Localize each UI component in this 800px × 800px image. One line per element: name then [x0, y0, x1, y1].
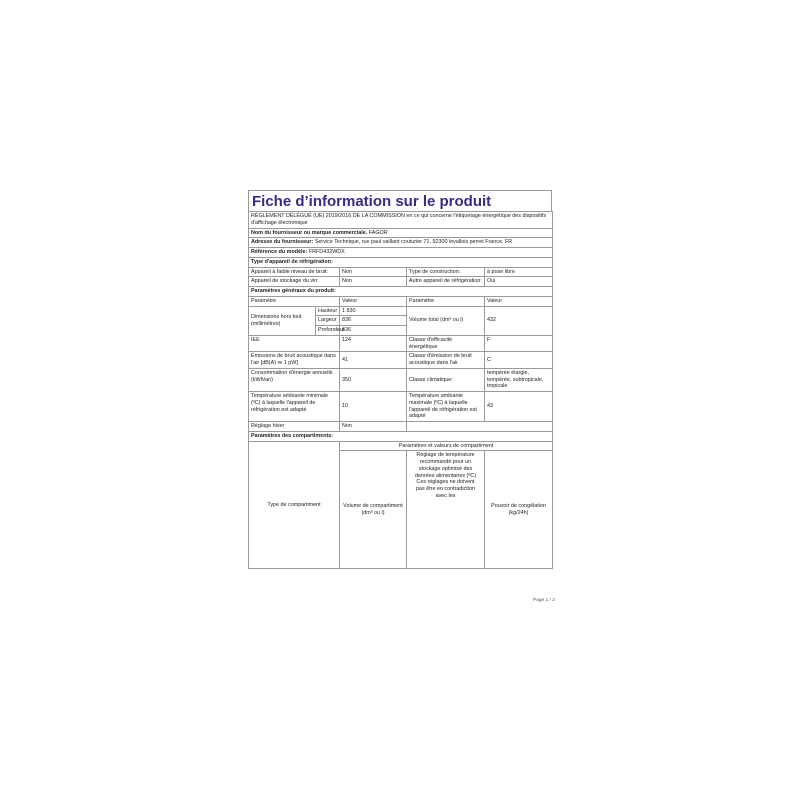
height-label: Hauteur [316, 306, 340, 316]
width-label: Largeur [316, 316, 340, 326]
freezing-capacity-header: Pouvoir de congélation (kg/24h) [485, 451, 553, 569]
width-value: 836 [340, 316, 407, 326]
supplier-name-row [249, 228, 553, 238]
depth-value: 636 [340, 326, 407, 336]
value-column-header: Valeur [340, 296, 407, 306]
model-reference-label: Référence du modèle: [251, 249, 308, 255]
eei-value: 124 [340, 335, 407, 352]
other-appliance-value: Oui [485, 277, 553, 287]
value-column-header-2: Valeur [485, 296, 553, 306]
param-column-header-2: Paramètre [407, 296, 485, 306]
climate-class-label: Classe climatique: [407, 368, 485, 391]
general-params-header: Paramètres généraux du produit: [249, 287, 553, 297]
supplier-address-row [249, 238, 553, 248]
compartment-type-header: Type de compartiment [249, 441, 340, 569]
compartment-volume-header: Volume de compartiment (dm³ ou l) [340, 451, 407, 569]
compartment-values-header: Paramètres et valeurs de compartiment [340, 441, 553, 451]
noise-class-value: C [485, 352, 553, 369]
supplier-name-label: Nom du fournisseur ou marque commerciale. [251, 229, 368, 236]
low-noise-value: Non [340, 267, 407, 277]
total-volume-value: 432 [485, 306, 553, 335]
construction-value: à pose libre [485, 267, 553, 277]
regulation-text: RÈGLEMENT DÉLÉGUÉ (UE) 2019/2016 DE LA COMMISSION en ce qui concerne l'étiquetage énergétique des dispositifs d'affichage électronique [249, 212, 553, 229]
noise-value: 41 [340, 352, 407, 369]
wine-storage-label: Appareil de stockage du vin: [249, 277, 340, 287]
compartment-params-header: Paramètres des compartiments: [249, 431, 553, 441]
eei-label: IEE [249, 335, 340, 352]
energy-consumption-value: 350 [340, 368, 407, 391]
supplier-address-label: Adresse du fournisseur: [251, 239, 314, 246]
noise-label: Émissions de bruit acoustique dans l'air [dB(A) re 1 pW] [249, 352, 340, 369]
noise-class-label: Classe d'émission de bruit acoustique dans l'air [407, 352, 485, 369]
energy-class-label: Classe d'efficacité énergétique [407, 335, 485, 352]
total-volume-label: Volume total (dm³ ou l) [407, 306, 485, 335]
min-temp-label: Température ambiante minimale (ºC) à laquelle l'appareil de réfrigération est adapté [249, 392, 340, 422]
page-number: Page 1 / 2 [533, 598, 555, 603]
appliance-type-header: Type d'appareil de réfrigération: [249, 257, 553, 267]
wine-storage-value: Non [340, 277, 407, 287]
dimensions-label: Dimensions hors tout (millimètres) [249, 306, 316, 335]
empty-cell [407, 422, 553, 432]
low-noise-label: Appareil à faible niveau de bruit: [249, 267, 340, 277]
temperature-setting-header: Réglage de température recommandé pour un stockage optimisé des denrées alimentaires (ºC) Ces réglages ne doivent pas être en contradiction avec les [407, 451, 485, 569]
winter-setting-label: Réglage hiver [249, 422, 340, 432]
model-reference-row [249, 248, 553, 258]
depth-label: Profondeur [316, 326, 340, 336]
param-column-header: Paramètre [249, 296, 340, 306]
max-temp-label: Température ambiante maximale (ºC) à laquelle l'appareil de réfrigération est adapté [407, 392, 485, 422]
height-value: 1 830 [340, 306, 407, 316]
product-information-sheet [248, 190, 552, 569]
supplier-name-value: FAGOR [368, 229, 388, 236]
supplier-address-value: Service Technique, rue paul vaillant couturier 71, 92300 levallois perret France, FR [314, 239, 513, 246]
other-appliance-label: Autre appareil de réfrigération: [407, 277, 485, 287]
construction-label: Type de construction: [407, 267, 485, 277]
max-temp-value: 43 [485, 392, 553, 422]
document-title: Fiche d’information sur le produit [248, 190, 552, 211]
min-temp-value: 10 [340, 392, 407, 422]
winter-setting-value: Non [340, 422, 407, 432]
energy-consumption-label: Consommation d'énergie annuelle (kWh/an) [249, 368, 340, 391]
product-table [248, 211, 553, 569]
climate-class-value: tempérée élargie, tempérée, subtropicale, tropicale [485, 368, 553, 391]
energy-class-value: F [485, 335, 553, 352]
model-reference-value: FRFD432WDX [308, 249, 345, 255]
